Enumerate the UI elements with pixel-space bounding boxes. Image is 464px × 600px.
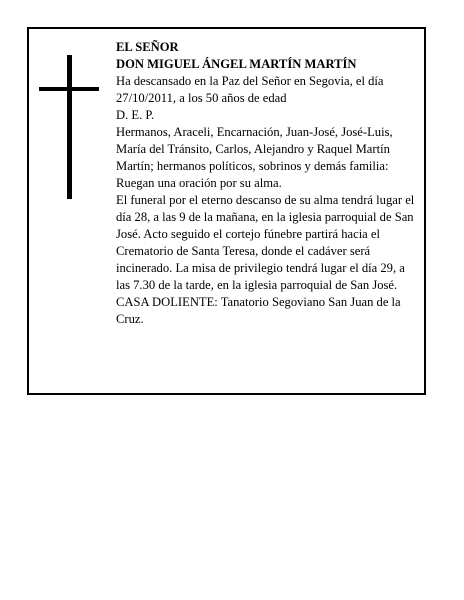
notice-title-line-2: DON MIGUEL ÁNGEL MARTÍN MARTÍN [116, 57, 357, 71]
notice-prayer-request: Ruegan una oración por su alma. [116, 176, 282, 190]
notice-funeral-details: El funeral por el eterno descanso de su alma tendrá lugar el día 28, a las 9 de la mañana, en la iglesia parroquial de San José. Acto seguido el cortejo fúnebre partirá hacia el Crematorio de Santa Teresa, donde el cadáver será incinerado. La misa de privilegio tendrá lugar el día 29, a las 7.30 de la tarde, en la iglesia parroquial de San José. [116, 193, 415, 292]
obituary-notice [27, 27, 426, 395]
notice-family-list: Hermanos, Araceli, Encarnación, Juan-José, José-Luis, María del Tránsito, Carlos, Alejandro y Raquel Martín Martín; hermanos políticos, sobrinos y demás familia: [116, 125, 393, 173]
notice-rip: D. E. P. [116, 108, 155, 122]
notice-title-line-1: EL SEÑOR [116, 40, 179, 54]
notice-mourning-house: CASA DOLIENTE: Tanatorio Segoviano San Juan de la Cruz. [116, 295, 401, 326]
cross-horizontal-bar [39, 87, 99, 91]
notice-body [116, 39, 418, 328]
cross-icon [39, 55, 99, 199]
notice-death-announcement: Ha descansado en la Paz del Señor en Segovia, el día 27/10/2011, a los 50 años de edad [116, 74, 384, 105]
cross-vertical-bar [67, 55, 72, 199]
